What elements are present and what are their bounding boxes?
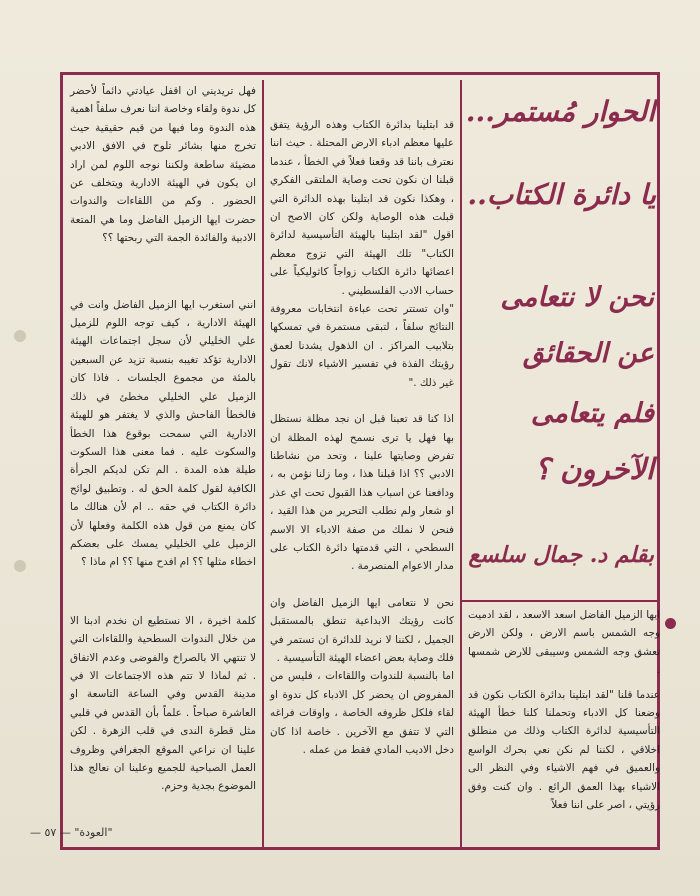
title-line-4: عن الحقائق <box>522 338 654 369</box>
paragraph: نحن لا نتعامى ايها الزميل الفاضل وان كانت رؤيتك الابداعية تنطق بالمستقبل الجميل ، لكننا لا نريد للدائرة ان تستمر في فلك وصاية بعض اعضاء الهيئة التأسيسية . <box>270 596 454 664</box>
title-line-2: يا دائرة الكتاب.. <box>467 178 656 211</box>
paragraph: انني استغرب ايها الزميل الفاضل وانت في الهيئة الادارية ، كيف توجه اللوم للزميل علي الخليلي لأن سجل اجتماعات الهيئة الادارية تؤكد تغيبه بنسبة تزيد عن السبعين بالمئة من مجموع الجلسات . فاذا كان الزميل علي الخليلي مخطئ في ذلك فالخطأ الفاحش والذي لا يغتفر هو للهيئة الادارية التي سمحت بوقوع هذا الخطأ والسكوت عليه . فما معنى هذا السكوت طيلة هذه المدة . الم تكن لديكم الجرأة الكافية لقول كلمة الحق له . وتطبيق لوائح دائرة الكتاب في حقه .. ام لأن هنالك ما كان يمنع من قول هذه الكلمة وفعلها لأن الزميل علي الخليلي يمسك على بعضكم اخطاء مثلها ؟؟ ام افدح منها ؟؟ ام ماذا ؟ <box>70 298 256 569</box>
title-line-1: الحوار مُستمر... <box>465 95 655 128</box>
punch-hole <box>14 330 26 342</box>
title-line-6: الآخرون ؟ <box>534 452 654 486</box>
paragraph: اذا كنا قد تعبنا قبل ان نجد مظلة نستظل بها فهل يا ترى نسمح لهذه المظلة ان تفرض وصايتها علينا ، وتحد من نشاطنا الادبي ؟؟ اذا قبلنا هذا ، وما زلنا نؤمن به ، ودافعنا عن اسباب هذا القبول تحت اي عذر او شعار ولم نطلب التحرير من هذا القيد ، فنحن لا نملك من صفة الادباء الا الاسم السطحي ، التي قدمتها دائرة الكتاب على مدار الاعوام المنصرمة . <box>270 413 454 573</box>
paragraph: فهل تريديني ان اقفل عيادتي دائماً لأحضر كل ندوة ولقاء وخاصة اننا نعرف سلفاً اهمية هذه الندوة وما فيها من قيم حقيقية حيث تخرج منها بشائر تلوح في الافق الادبي مضيئة ساطعة ولكننا نوجه اللوم لمن اراد ان يكون في الهيئة الادارية ويتخلف عن الحضور . وكم من اللقاءات والندوات حضرت ايها الزميل الفاضل وما هي المتعة الادبية والفائدة الجمة التي ربحتها ؟؟ <box>70 85 256 245</box>
paragraph: قد ابتلينا بدائرة الكتاب وهذه الرؤية يتفق عليها معظم ادباء الارض المحتلة . حيث اننا نعترف باننا قد وقعنا فعلاً في الخطأ ، عندما قبلنا ان نكون تحت وصاية الملتقى الفكري ، وهكذا نكون قد ابتلينا بهذه الدائرة التي قبلت هذه الوصاية ولكن كان الاصح ان اقول "لقد ابتلينا بالهيئة التأسيسية لدائرة الكتاب" تلك الهيئة التي تزوج معظم اعضائها دائرة الكتاب زواجاً كاثوليكياً على حساب الادب الفلسطيني . <box>270 119 454 297</box>
page-footer: "العودة" — ٥٧ — <box>30 826 113 839</box>
column-divider <box>460 80 462 850</box>
title-line-3: نحن لا نتعامى <box>500 282 654 313</box>
punch-hole <box>14 560 26 572</box>
byline: بقلم د. جمال سلسع <box>468 542 654 568</box>
paragraph: "وان تستتر تحت عباءة انتخابات معروفة النتائج سلفاً ، لتبقى مستمرة في تمسكها بتلابيب المراكز . ان الذهول يشدنا لعمق رؤيتك الفذة في تفسير الاشياء لانك تقول غير ذلك ." <box>270 303 454 389</box>
column-left <box>70 82 256 796</box>
paragraph: ايها الزميل الفاضل اسعد الاسعد ، لقد ادميت وجه الشمس باسم الارض ، ولكن الارض تعشق وجه الشمس وسيبقى للارض شمسها . <box>468 609 660 677</box>
title-box-divider <box>460 600 660 602</box>
paragraph: عندما قلنا "لقد ابتلينا بدائرة الكتاب نكون قد وضعنا كل الادباء وتحملنا كلنا خطأ الهيئة التأسيسية لدائرة الكتاب وذلك من منطلق اخلاقي ، لكننا لم نكن نعي بحرك الواسع والعميق في فهم الاشياء وفي النظر الى الاشياء بهذا العمق الرائع . وان كنت وفق رؤيتي ، اصر على اننا فعلاً <box>468 688 660 812</box>
column-right <box>468 606 660 814</box>
paragraph: اما بالنسبة للندوات واللقاءات ، فليس من المفروض ان يحضر كل الادباء كل ندوة او لقاء فلكل ظروفه الخاصة ، واوقات فراغه التي لا تتفق مع الآخرين . خاصة اذا كان دخل الاديب المادي فقط من عمله . <box>270 670 454 756</box>
title-line-5: فلم يتعامى <box>530 398 654 429</box>
column-middle <box>270 116 454 759</box>
bullet-dot <box>665 618 676 629</box>
column-divider <box>262 80 264 850</box>
paragraph: كلمة اخيرة ، الا نستطيع ان نخدم ادبنا الا من خلال الندوات السطحية واللقاءات التي لا تنتهي الا بالصراخ والفوضى وعدم الاتفاق . ثم لماذا لا تتم هذه الاجتماعات الا في مدينة القدس وفي الساعة التاسعة او العاشرة صباحاً . علماً بأن القدس في قلبي مثل قطرة الندى في قلب الزهرة . لكن علينا ان نراعي الموقع الجغرافي وظروف العمل الصباحية للجميع وعلينا ان نعالج هذا الموضوع بجدية وحزم. <box>70 614 256 793</box>
